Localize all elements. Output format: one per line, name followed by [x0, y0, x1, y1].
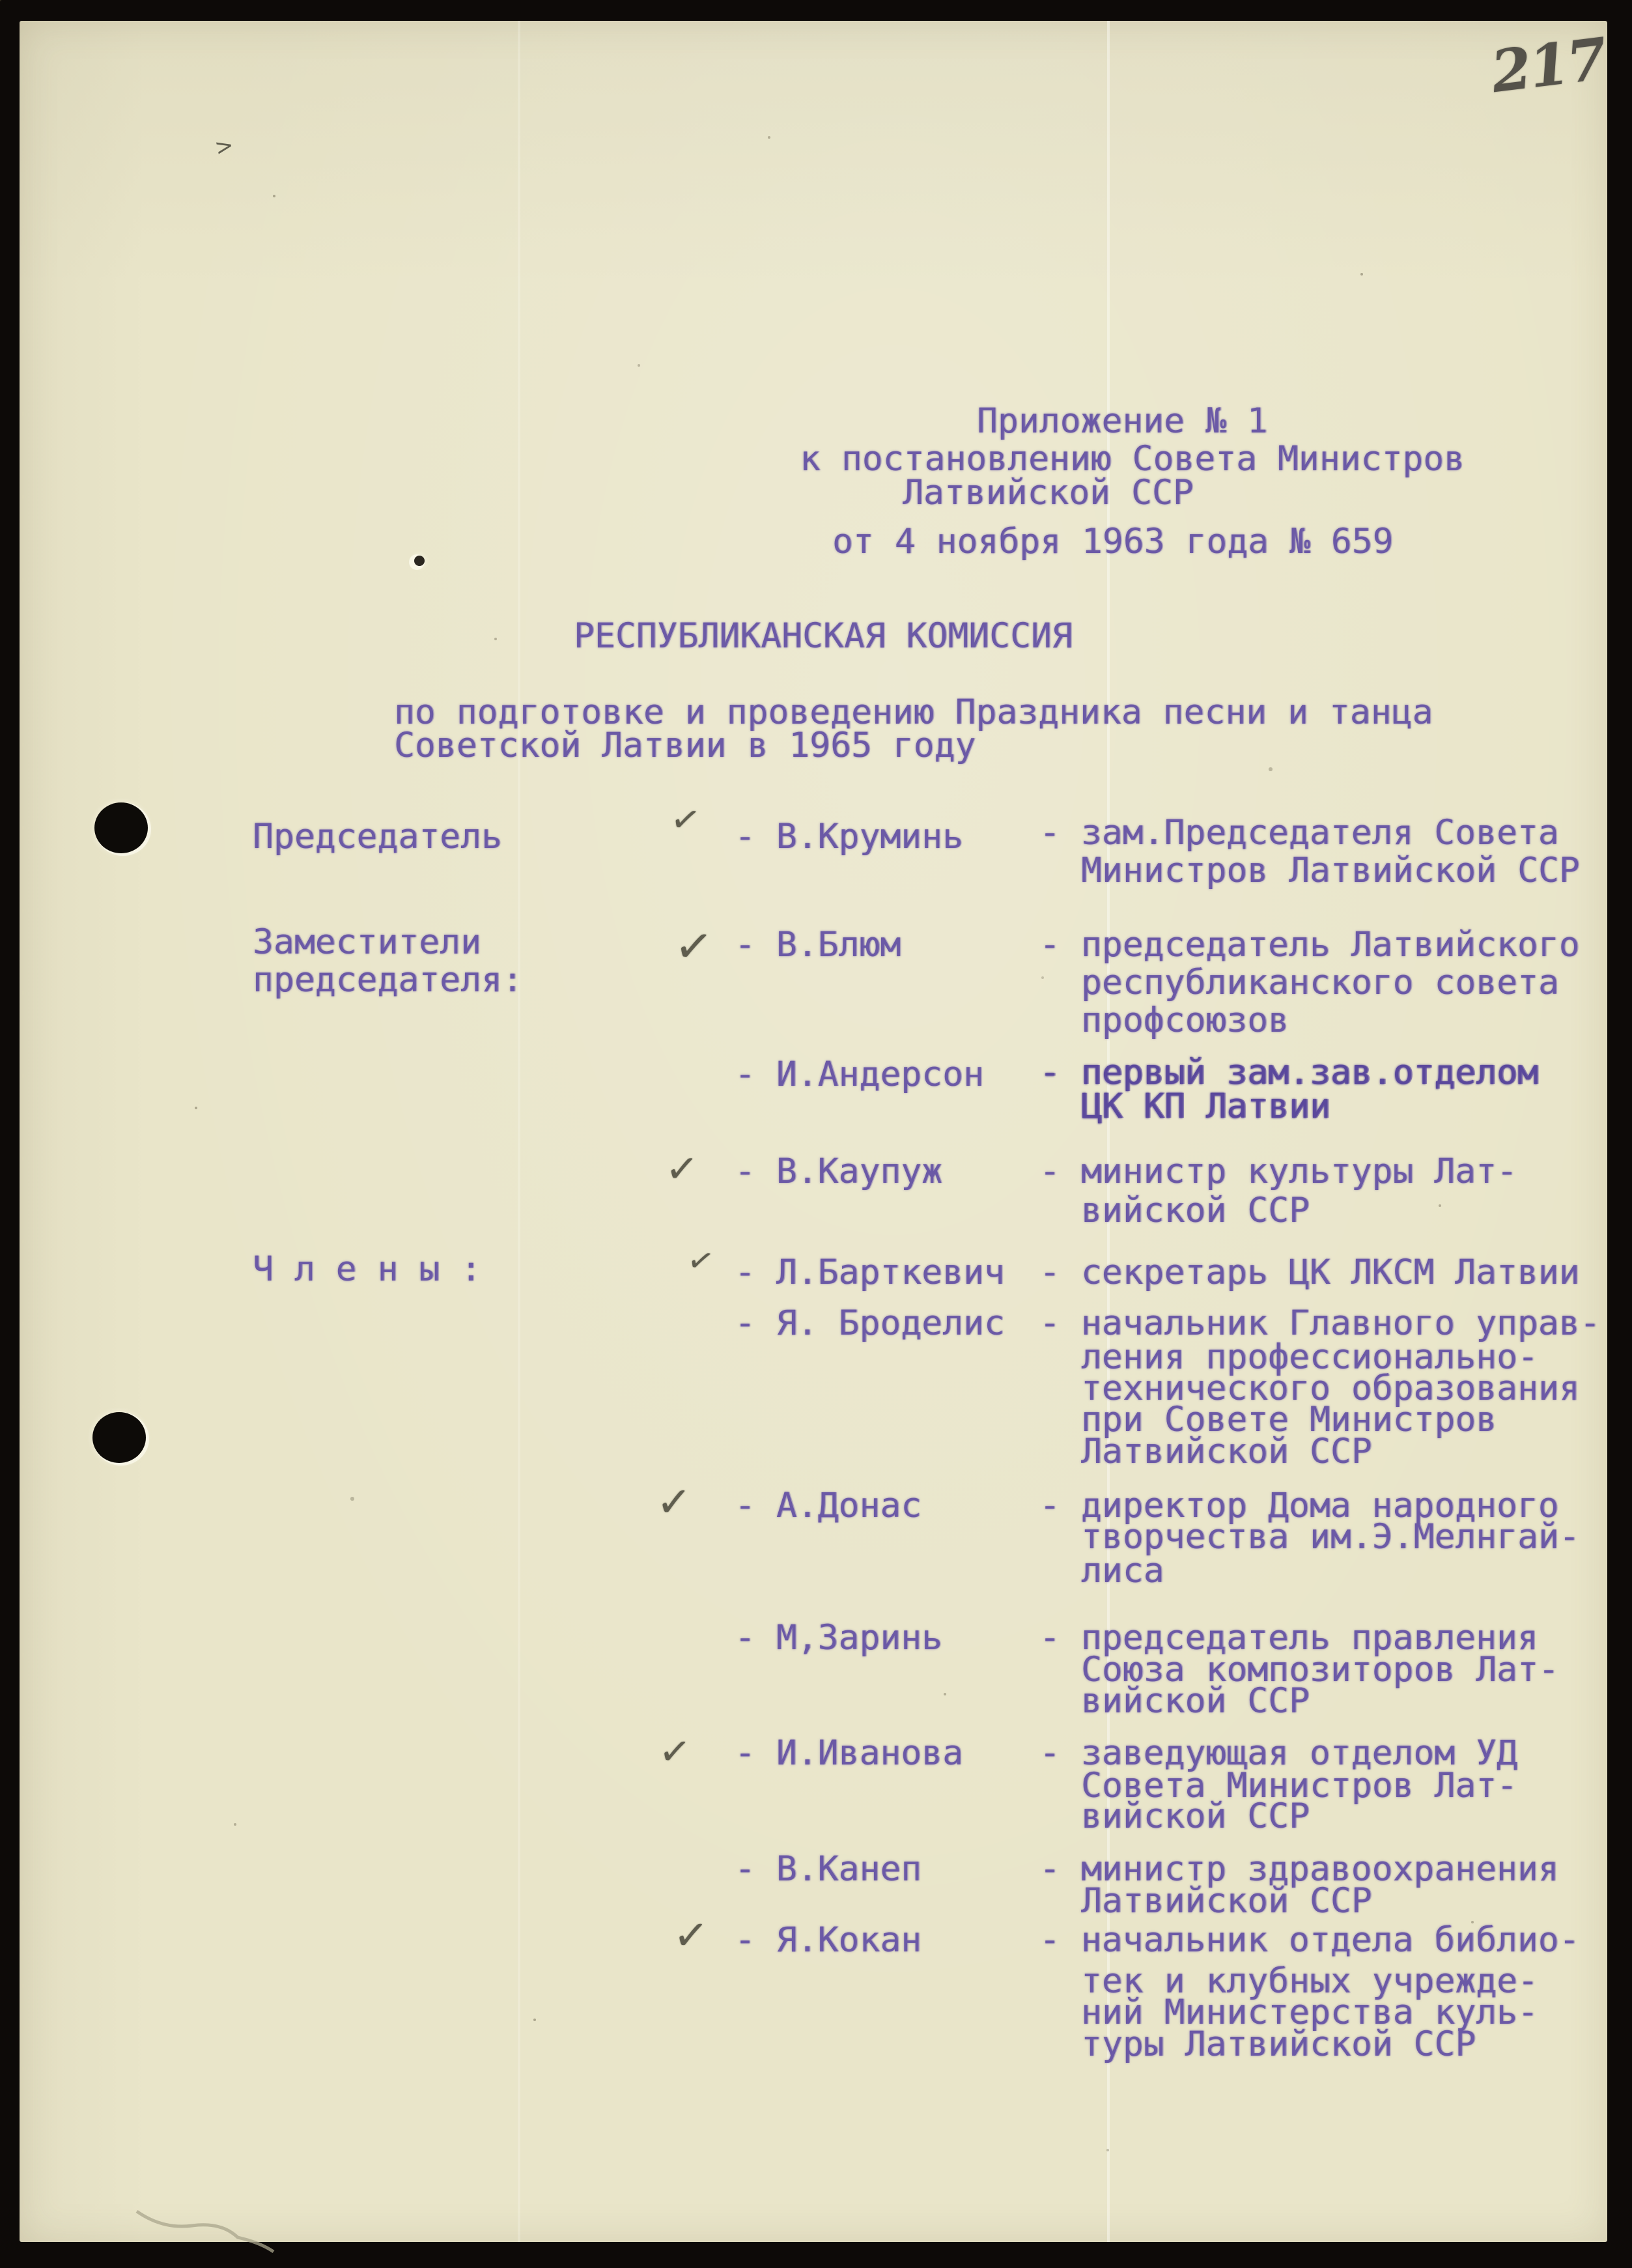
member-11-role-line-2: тек и клубных учрежде- [1081, 1961, 1538, 2001]
member-10-name: - В.Канеп [735, 1849, 922, 1889]
member-6-role-line-1: - начальник Главного управ- [1039, 1303, 1601, 1343]
member-8-role-line-2: Союза композиторов Лат- [1081, 1650, 1559, 1690]
deputies-label-line-2: председателя: [253, 960, 523, 1000]
member-7-role-line-3: лиса [1081, 1551, 1164, 1591]
header-line-3: Латвийской ССР [903, 473, 1194, 513]
member-7-name: - А.Донас [735, 1486, 922, 1525]
hole-punch [92, 1412, 146, 1463]
member-5-name: - Л.Барткевич [735, 1253, 1005, 1292]
document-subtitle-line-1: по подготовке и проведению Праздника песни и танца [394, 692, 1433, 732]
header-line-4: от 4 ноября 1963 года № 659 [832, 522, 1394, 561]
member-4-role-line-1: - министр культуры Лат- [1039, 1152, 1517, 1191]
member-1-role-line-1: - зам.Председателя Совета [1039, 813, 1559, 853]
member-8-role-line-3: вийской ССР [1081, 1681, 1310, 1721]
checkmark-icon: ✓ [671, 918, 716, 975]
member-10-role-line-1: - министр здравоохранения [1039, 1849, 1559, 1889]
member-1-role-line-2: Министров Латвийской ССР [1081, 851, 1580, 890]
member-9-name: - И.Иванова [735, 1733, 963, 1773]
chairman-label: Председатель [253, 817, 502, 857]
member-2-role-line-2: республиканского совета [1081, 963, 1559, 1002]
member-2-role-line-3: профсоюзов [1081, 1000, 1289, 1040]
member-11-name: - Я.Кокан [735, 1920, 922, 1960]
header-line-1: Приложение № 1 [977, 401, 1268, 441]
paper-crease [130, 2202, 300, 2254]
member-8-name: - М,Заринь [735, 1618, 943, 1658]
member-6-role-line-3: технического образования [1081, 1368, 1580, 1408]
member-4-name: - В.Каупуж [735, 1152, 943, 1191]
member-6-role-line-2: ления профессионально- [1081, 1337, 1538, 1377]
member-5-role-line-1: - секретарь ЦК ЛКСМ Латвии [1039, 1253, 1580, 1292]
member-2-name: - В.Блюм [735, 925, 901, 965]
member-10-role-line-2: Латвийской ССР [1081, 1881, 1372, 1921]
ink-blot [414, 556, 425, 566]
member-4-role-line-2: вийской ССР [1081, 1191, 1310, 1230]
member-9-role-line-3: вийской ССР [1081, 1796, 1310, 1836]
checkmark-icon: ✓ [664, 1145, 700, 1193]
checkmark-icon: ✓ [684, 1240, 718, 1282]
member-3-name: - И.Андерсон [735, 1055, 984, 1094]
paper-fold-line [518, 21, 520, 2242]
member-9-role-line-1: - заведующая отделом УД [1039, 1733, 1517, 1773]
document-title: РЕСПУБЛИКАНСКАЯ КОМИССИЯ [574, 616, 1073, 656]
paper-speckles [0, 0, 1, 1]
member-2-role-line-1: - председатель Латвийского [1039, 925, 1580, 965]
checkmark-icon: ✓ [671, 1910, 710, 1961]
member-6-name: - Я. Броделис [735, 1303, 1005, 1343]
checkmark-icon: ✓ [667, 797, 704, 843]
member-6-role-line-4: при Совете Министров [1081, 1400, 1497, 1439]
members-label: Ч л е н ы : [253, 1249, 481, 1289]
member-7-role-line-1: - директор Дома народного [1039, 1486, 1559, 1525]
member-11-role-line-1: - начальник отдела библио- [1039, 1920, 1580, 1960]
document-subtitle-line-2: Советской Латвии в 1965 году [394, 726, 976, 765]
member-8-role-line-1: - председатель правления [1039, 1618, 1538, 1658]
member-11-role-line-4: туры Латвийской ССР [1081, 2024, 1476, 2064]
checkmark-icon: ✓ [656, 1727, 694, 1776]
page-number: 217 [1487, 24, 1609, 106]
header-line-2: к постановлению Совета Министров [800, 439, 1465, 479]
checkmark-icon: ✓ [655, 1478, 692, 1527]
member-9-role-line-2: Совета Министров Лат- [1081, 1766, 1518, 1806]
member-7-role-line-2: творчества им.Э.Мелнгай- [1081, 1517, 1580, 1557]
hole-punch [94, 802, 148, 853]
member-3-role-line-1: - первый зам.зав.отделом [1039, 1053, 1538, 1092]
member-3-role-line-2: ЦК КП Латвии [1081, 1086, 1330, 1126]
member-11-role-line-3: ний Министерства куль- [1081, 1992, 1538, 2032]
member-6-role-line-5: Латвийской ССР [1081, 1432, 1372, 1471]
member-1-name: - В.Круминь [735, 817, 963, 857]
deputies-label-line-1: Заместители [253, 922, 481, 962]
pencil-tick-mark: > [212, 132, 236, 162]
